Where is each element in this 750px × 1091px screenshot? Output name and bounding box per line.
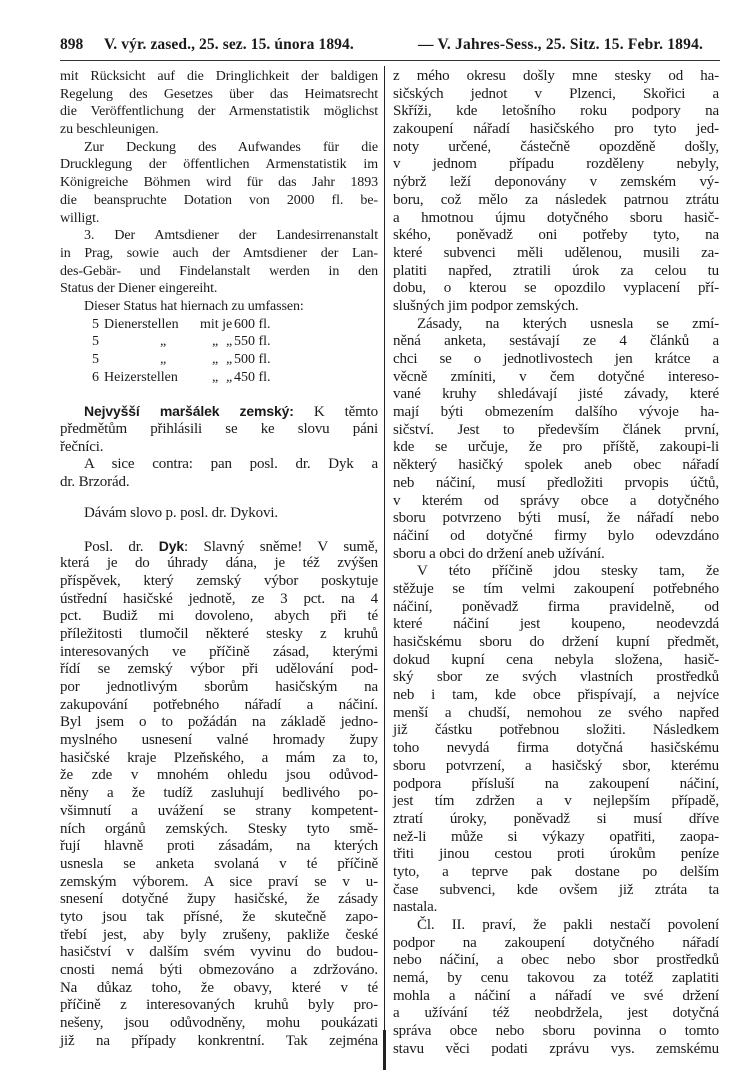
text-line [60, 421, 378, 439]
line-text: věcně zmíniti, v čem dotyčné intereso- [393, 368, 719, 385]
line-text: Status der Diener eingereiht. [60, 281, 218, 297]
text-line [393, 103, 719, 121]
text-line [60, 474, 378, 492]
paragraph [60, 298, 378, 316]
text-line [393, 192, 719, 210]
text-line [60, 767, 378, 785]
ditto-mark: „ [212, 334, 219, 350]
ditto-mark: „ [226, 334, 233, 350]
ditto-mark: „ [212, 352, 219, 367]
status-table-row [60, 333, 378, 351]
line-text: slušných jim podpor zemských. [393, 297, 579, 314]
speaker-name: Nejvyšší maršálek zemský: [84, 403, 294, 420]
rate-label: mit je [200, 316, 233, 332]
line-text: menší a chudší, nemohou ze svého napřed [393, 704, 719, 721]
text-line [393, 298, 719, 316]
text-line [60, 927, 378, 945]
text-line [393, 722, 719, 740]
text-line [393, 86, 719, 104]
text-line [60, 505, 378, 523]
text-line [60, 856, 378, 874]
text-line [60, 838, 378, 856]
text-line [393, 546, 719, 564]
text-line [60, 891, 378, 909]
text-line [393, 935, 719, 953]
text-line [393, 952, 719, 970]
text-line [393, 581, 719, 599]
line-text: v kterém od správy obce a dotyčného [393, 492, 719, 509]
line-text: jest tím zdržen a v nejlepším případě, [393, 793, 719, 810]
ditto-mark: „ [160, 352, 167, 367]
text-line [393, 351, 719, 369]
line-text: již na případy konkrentní. Tak zejména [60, 1032, 378, 1049]
line-text: zakoupení nářadí hasičského pro tyto jed- [393, 121, 719, 138]
text-line [393, 758, 719, 776]
text-line [60, 980, 378, 998]
line-text: cnosti nemá býti obmezováno a zdržováno. [60, 962, 378, 978]
text-line [60, 591, 378, 609]
line-text: neb i tam, kde obce přispívají, a nejvíce [393, 687, 719, 704]
text-line [393, 864, 719, 882]
text-line [393, 316, 719, 334]
line-text: a hmotnou újmu dotyčného sboru hasič- [393, 209, 719, 226]
text-line [60, 86, 378, 104]
text-line [393, 882, 719, 900]
line-text: sboru a obci do držení aneb užívání. [393, 545, 605, 562]
text-line [393, 846, 719, 864]
paragraph [60, 139, 378, 227]
line-text: mají býti obmezením dalšího vývoje ha- [393, 404, 719, 421]
line-text: V této příčině jdou stesky tam, že [417, 563, 719, 580]
paragraph [60, 227, 378, 298]
line-text: nýbrž leží deponovány v zemském vý- [393, 174, 719, 191]
running-header [60, 36, 720, 58]
text-line [60, 697, 378, 715]
line-text: ský sbor ze svých vlastních prostředků [393, 669, 719, 686]
header-title-czech: V. výr. zased., 25. sez. 15. února 1894. [104, 36, 354, 53]
text-line [60, 139, 378, 157]
text-line [393, 563, 719, 581]
text-line [393, 793, 719, 811]
amount: 600 fl. [234, 316, 271, 332]
text-line [60, 661, 378, 679]
line-text: 3. Der Amtsdiener der Landesirrenanstalt [84, 228, 378, 244]
line-text: které náčiní jest koupeno, neodevzdá [393, 616, 719, 633]
text-line [393, 439, 719, 457]
text-line [393, 917, 719, 935]
text-line [60, 227, 378, 245]
text-line [60, 1015, 378, 1033]
text-line [60, 1033, 378, 1051]
line-text: kde se určuje, že pro příště, zakoupi-li [393, 439, 719, 456]
line-text: nešeny, jsou odůvodněny, mohu poukázati [60, 1015, 378, 1032]
line-text: a užívání též neobdržela, jest dotyčná [393, 1005, 719, 1022]
line-text: des-Gebär- und Findelanstalt werden in den [60, 263, 378, 279]
line-text: třiti jinou cestou proti úrokům peníze [393, 846, 719, 863]
text-line [60, 280, 378, 298]
line-text: stěžuje se tím velmi zakoupení potřebného [393, 580, 719, 597]
line-text: pct. Budiž mi dovoleno, abych při té [60, 608, 378, 625]
line-text: náčiní, poněvadž firma pravidelně, od [393, 598, 719, 615]
line-text: dobu, o kterou se opozdilo vyplacení pří- [393, 280, 719, 297]
line-text: sboru potvrzení, a hasičský sbor, kterému [393, 757, 719, 774]
text-line [60, 403, 378, 421]
line-text: podpora přísluší na zakoupení náčiní, [393, 775, 719, 792]
ditto-mark: „ [160, 334, 167, 350]
line-text: ústřední hasičské jednotě, ze 3 pct. na 4 [60, 590, 378, 607]
text-line [393, 599, 719, 617]
text-line [393, 740, 719, 758]
text-line [60, 298, 378, 316]
text-line [60, 608, 378, 626]
line-text: hasičství v dalším svém vyvinu do budou- [60, 944, 378, 961]
line-text: sičských jednot v Plzenci, Skořici a [393, 85, 719, 102]
header-title-german: — V. Jahres-Sess., 25. Sitz. 15. Febr. 1894. [418, 36, 704, 53]
line-text: příležitosti tlumočil některé stesky z kruhů [60, 625, 378, 642]
text-line [60, 997, 378, 1015]
line-text: řídí se zemský výbor při udělování pod- [60, 661, 378, 678]
text-line [60, 456, 378, 474]
text-line [393, 333, 719, 351]
paragraph [60, 68, 378, 139]
line-text: příčině z interesovaných kruhů byly pro- [60, 997, 378, 1014]
page-number: 898 [60, 36, 84, 53]
text-line [393, 422, 719, 440]
text-line [393, 263, 719, 281]
text-line [393, 174, 719, 192]
line-text: řují hlavně proti zásadám, na kterých [60, 838, 378, 855]
line-text: nemá, by cenu takovou za totéž zaplatiti [393, 970, 719, 987]
line-text: čase subvenci, kde ovšem již ztráta ta [393, 881, 719, 898]
text-line [60, 192, 378, 210]
text-line [60, 785, 378, 803]
text-line [60, 68, 378, 86]
text-line [393, 121, 719, 139]
line-text: nastala. [393, 899, 438, 916]
text-line [393, 776, 719, 794]
speaker-name: Dyk [158, 537, 185, 554]
position-count: 5 [92, 334, 99, 350]
line-text: předmětům přihlásili se ke slovu páni [60, 421, 378, 438]
line-text: vané kruhy shledávají jisté závady, které [393, 386, 719, 403]
amount: 550 fl. [234, 334, 271, 350]
text-line [60, 156, 378, 174]
line-text: Čl. II. praví, že pakli nestačí povolení [417, 917, 719, 933]
text-line [60, 821, 378, 839]
text-line [393, 652, 719, 670]
text-line [60, 555, 378, 573]
text-line [393, 970, 719, 988]
text-line [60, 439, 378, 457]
line-text: z mého okresu došly mne stesky od ha- [393, 68, 719, 84]
text-line [393, 227, 719, 245]
text-line [60, 874, 378, 892]
text-line [393, 156, 719, 174]
line-text: že zde v mnohém ohledu jsou odůvod- [60, 767, 378, 784]
line-text: Skříži, kde letošního roku podpory na [393, 103, 719, 120]
line-text: por jednotlivým sborům hasičským na [60, 679, 378, 695]
status-table-row [60, 351, 378, 369]
paragraph [393, 316, 719, 564]
line-text: náčiní od dotyčné firmy bylo odevzdáno [393, 527, 719, 544]
text-line [60, 944, 378, 962]
line-text: mit Rücksicht auf die Dringlichkeit der baldigen [60, 69, 378, 84]
line-text: která je do úhrady dána, je též zvýšen [60, 555, 378, 572]
text-line [393, 404, 719, 422]
line-text: Byl jsem o to požádán na základě jedno- [60, 714, 378, 731]
line-text: boru, což mělo za následek patrnou ztrátu [393, 191, 719, 208]
paragraph [60, 505, 378, 523]
line-text: Dieser Status hat hiernach zu umfassen: [84, 298, 304, 314]
line-text: snesení dotyčné župy hasičské, že zásady [60, 891, 378, 908]
text-line [60, 573, 378, 591]
text-line [60, 750, 378, 768]
line-text: neb náčiní, musí předložiti prvopis účtů, [393, 474, 719, 491]
line-text: mohla a náčiní a nářadí ve své držení [393, 987, 719, 1004]
paragraph [393, 68, 719, 316]
speaker-prefix: Posl. dr. [84, 538, 159, 555]
text-line [60, 245, 378, 263]
line-text: řečníci. [60, 438, 104, 455]
text-line [393, 669, 719, 687]
text-line [393, 528, 719, 546]
column-divider-end [383, 1030, 386, 1070]
ditto-mark: „ [226, 352, 233, 367]
text-line [393, 1023, 719, 1041]
line-text: Zásady, na kterých usnesla se zmí- [417, 315, 719, 332]
text-line [60, 103, 378, 121]
line-text: A sice contra: pan posl. dr. Dyk a [84, 456, 378, 473]
text-line [60, 121, 378, 139]
text-line [393, 457, 719, 475]
line-text: hasičské kraje Plzeňského, a mám za to, [60, 749, 378, 766]
text-line [393, 616, 719, 634]
text-line [393, 386, 719, 404]
text-line [393, 493, 719, 511]
position-name: Heizerstellen [104, 369, 178, 385]
line-text: zu beschleunigen. [60, 122, 159, 138]
line-text: správa obce nebo sboru povinna o tomto [393, 1023, 719, 1040]
line-text: než-li může si výkazy opatřiti, zaopa- [393, 828, 719, 845]
line-text: die Veröffentlichung der Armenstatistik möglichst [60, 104, 378, 120]
position-count: 5 [92, 352, 99, 367]
line-text: již částku potřebnou složiti. Následkem [393, 722, 719, 739]
status-table-row [60, 369, 378, 387]
paragraph [60, 403, 378, 456]
line-text: Na důkaz toho, že obavy, které v té [60, 979, 378, 996]
text-line [60, 626, 378, 644]
line-text: dokud kupní cena nebyla složena, hasič- [393, 651, 719, 668]
text-line [393, 510, 719, 528]
paragraph [393, 563, 719, 917]
line-text: tyto, a teprve pak dostane po delším [393, 863, 719, 880]
text-line [60, 732, 378, 750]
left-column [60, 68, 378, 1050]
text-line [393, 369, 719, 387]
line-text: willigt. [60, 210, 100, 226]
position-count: 5 [92, 316, 99, 332]
line-text: sičství. Jest to především článek první, [393, 421, 719, 438]
line-text: příspěvek, který zemský výbor poskytuje [60, 572, 378, 589]
status-table-row [60, 316, 378, 334]
text-line [393, 1041, 719, 1059]
text-line [393, 280, 719, 298]
position-count: 6 [92, 369, 99, 385]
text-line [60, 644, 378, 662]
line-text: podpor na zakoupení dotyčného nářadí [393, 934, 719, 951]
line-text: die beanspruchte Dotation von 2000 fl. be- [60, 192, 378, 208]
text-line [393, 139, 719, 157]
line-text: Regelung des Gesetzes über das Heimatsrecht [60, 86, 378, 102]
line-text: všimnutí a uvážení se strany kompetent- [60, 802, 378, 819]
text-line [393, 1005, 719, 1023]
text-line [60, 962, 378, 980]
text-line [393, 687, 719, 705]
text-line [60, 803, 378, 821]
line-text: stavu věci podati zprávu vys. zemskému [393, 1040, 719, 1057]
line-text: které subvenci měli udělenou, musili za- [393, 244, 719, 261]
text-line [60, 174, 378, 192]
column-divider [384, 66, 385, 1066]
line-text: dr. Brzorád. [60, 474, 130, 491]
line-text: něny a že tudíž zasluhují bedlivého po- [60, 785, 378, 802]
ditto-mark: „ [226, 369, 233, 385]
line-text: Zur Deckung des Aufwandes für die [84, 139, 378, 155]
text-line [60, 210, 378, 228]
line-text: hasičskému sboru do držení kupní předmět, [393, 634, 719, 650]
ditto-mark: „ [212, 369, 219, 385]
text-line [393, 68, 719, 86]
text-line [393, 245, 719, 263]
paragraph [393, 917, 719, 1059]
line-text: některý hasičký spolek aneb obec nářadí [393, 457, 719, 474]
line-text: Königreiche Böhmen wird für das Jahr 1893 [60, 175, 378, 191]
line-text: noty určené, částečně opozděně došly, [393, 138, 719, 155]
line-text: zemským výborem. A sice praví se v u- [60, 873, 378, 890]
text-line [60, 909, 378, 927]
line-text: Dávám slovo p. posl. dr. Dykovi. [84, 504, 278, 521]
line-text: ních orgánů zemských. Stesky tyto smě- [60, 820, 378, 837]
paragraph [60, 538, 378, 1051]
amount: 500 fl. [234, 352, 271, 367]
right-column [393, 68, 719, 1059]
line-text: nebo náčiní, a obec nebo sbor prostředků [393, 952, 719, 969]
line-text: : Slavný sněme! V sumě, [184, 538, 378, 555]
text-line [393, 705, 719, 723]
line-text: Drucklegung der öffentlichen Armenstatistik im [60, 157, 378, 173]
amount: 450 fl. [234, 369, 271, 385]
line-text: chci se o jednotlivostech jen krátce a [393, 351, 719, 367]
position-name: Dienerstellen [104, 316, 179, 332]
line-text: třebí jest, aby byly zrušeny, pakliže české [60, 926, 378, 943]
line-text: myslného usnesení valné hromady župy [60, 732, 378, 749]
line-text: platiti napřed, ztratili úrok za celou tu [393, 262, 719, 279]
paragraph [60, 456, 378, 491]
header-rule [60, 60, 720, 61]
text-line [393, 634, 719, 652]
text-line [393, 210, 719, 228]
line-text: K těmto [293, 404, 378, 421]
line-text: usnesla se anketa svolaná v té příčině [60, 855, 378, 872]
line-text: v jednom případu rozděleny nebyly, [393, 156, 719, 173]
line-text: sboru potvrzeno býti musí, že nářadí nebo [393, 510, 719, 527]
text-line [393, 475, 719, 493]
text-line [393, 829, 719, 847]
line-text: in Prag, sowie auch der Amtsdiener der Lan- [60, 245, 378, 261]
text-line [393, 899, 719, 917]
text-line [60, 263, 378, 281]
line-text: toho nevydá firma dotyčná hasičskému [393, 740, 719, 757]
text-line [393, 811, 719, 829]
line-text: interesovaných ve příčině zásad, kterými [60, 643, 378, 660]
text-line [60, 538, 378, 556]
line-text: něná anketa, sestávají ze 4 článků a [393, 333, 719, 350]
text-line [60, 679, 378, 697]
status-table [60, 316, 378, 387]
line-text: zakupování potřebného nářadí a náčiní. [60, 696, 378, 713]
text-line [60, 714, 378, 732]
line-text: tyto jsou tak přísné, že skutečně zapo- [60, 908, 378, 925]
text-line [393, 988, 719, 1006]
line-text: ztratí úroky, poněvadž si musí dříve [393, 810, 719, 827]
line-text: ského, poněvadž oni potřeby tyto, na [393, 227, 719, 244]
